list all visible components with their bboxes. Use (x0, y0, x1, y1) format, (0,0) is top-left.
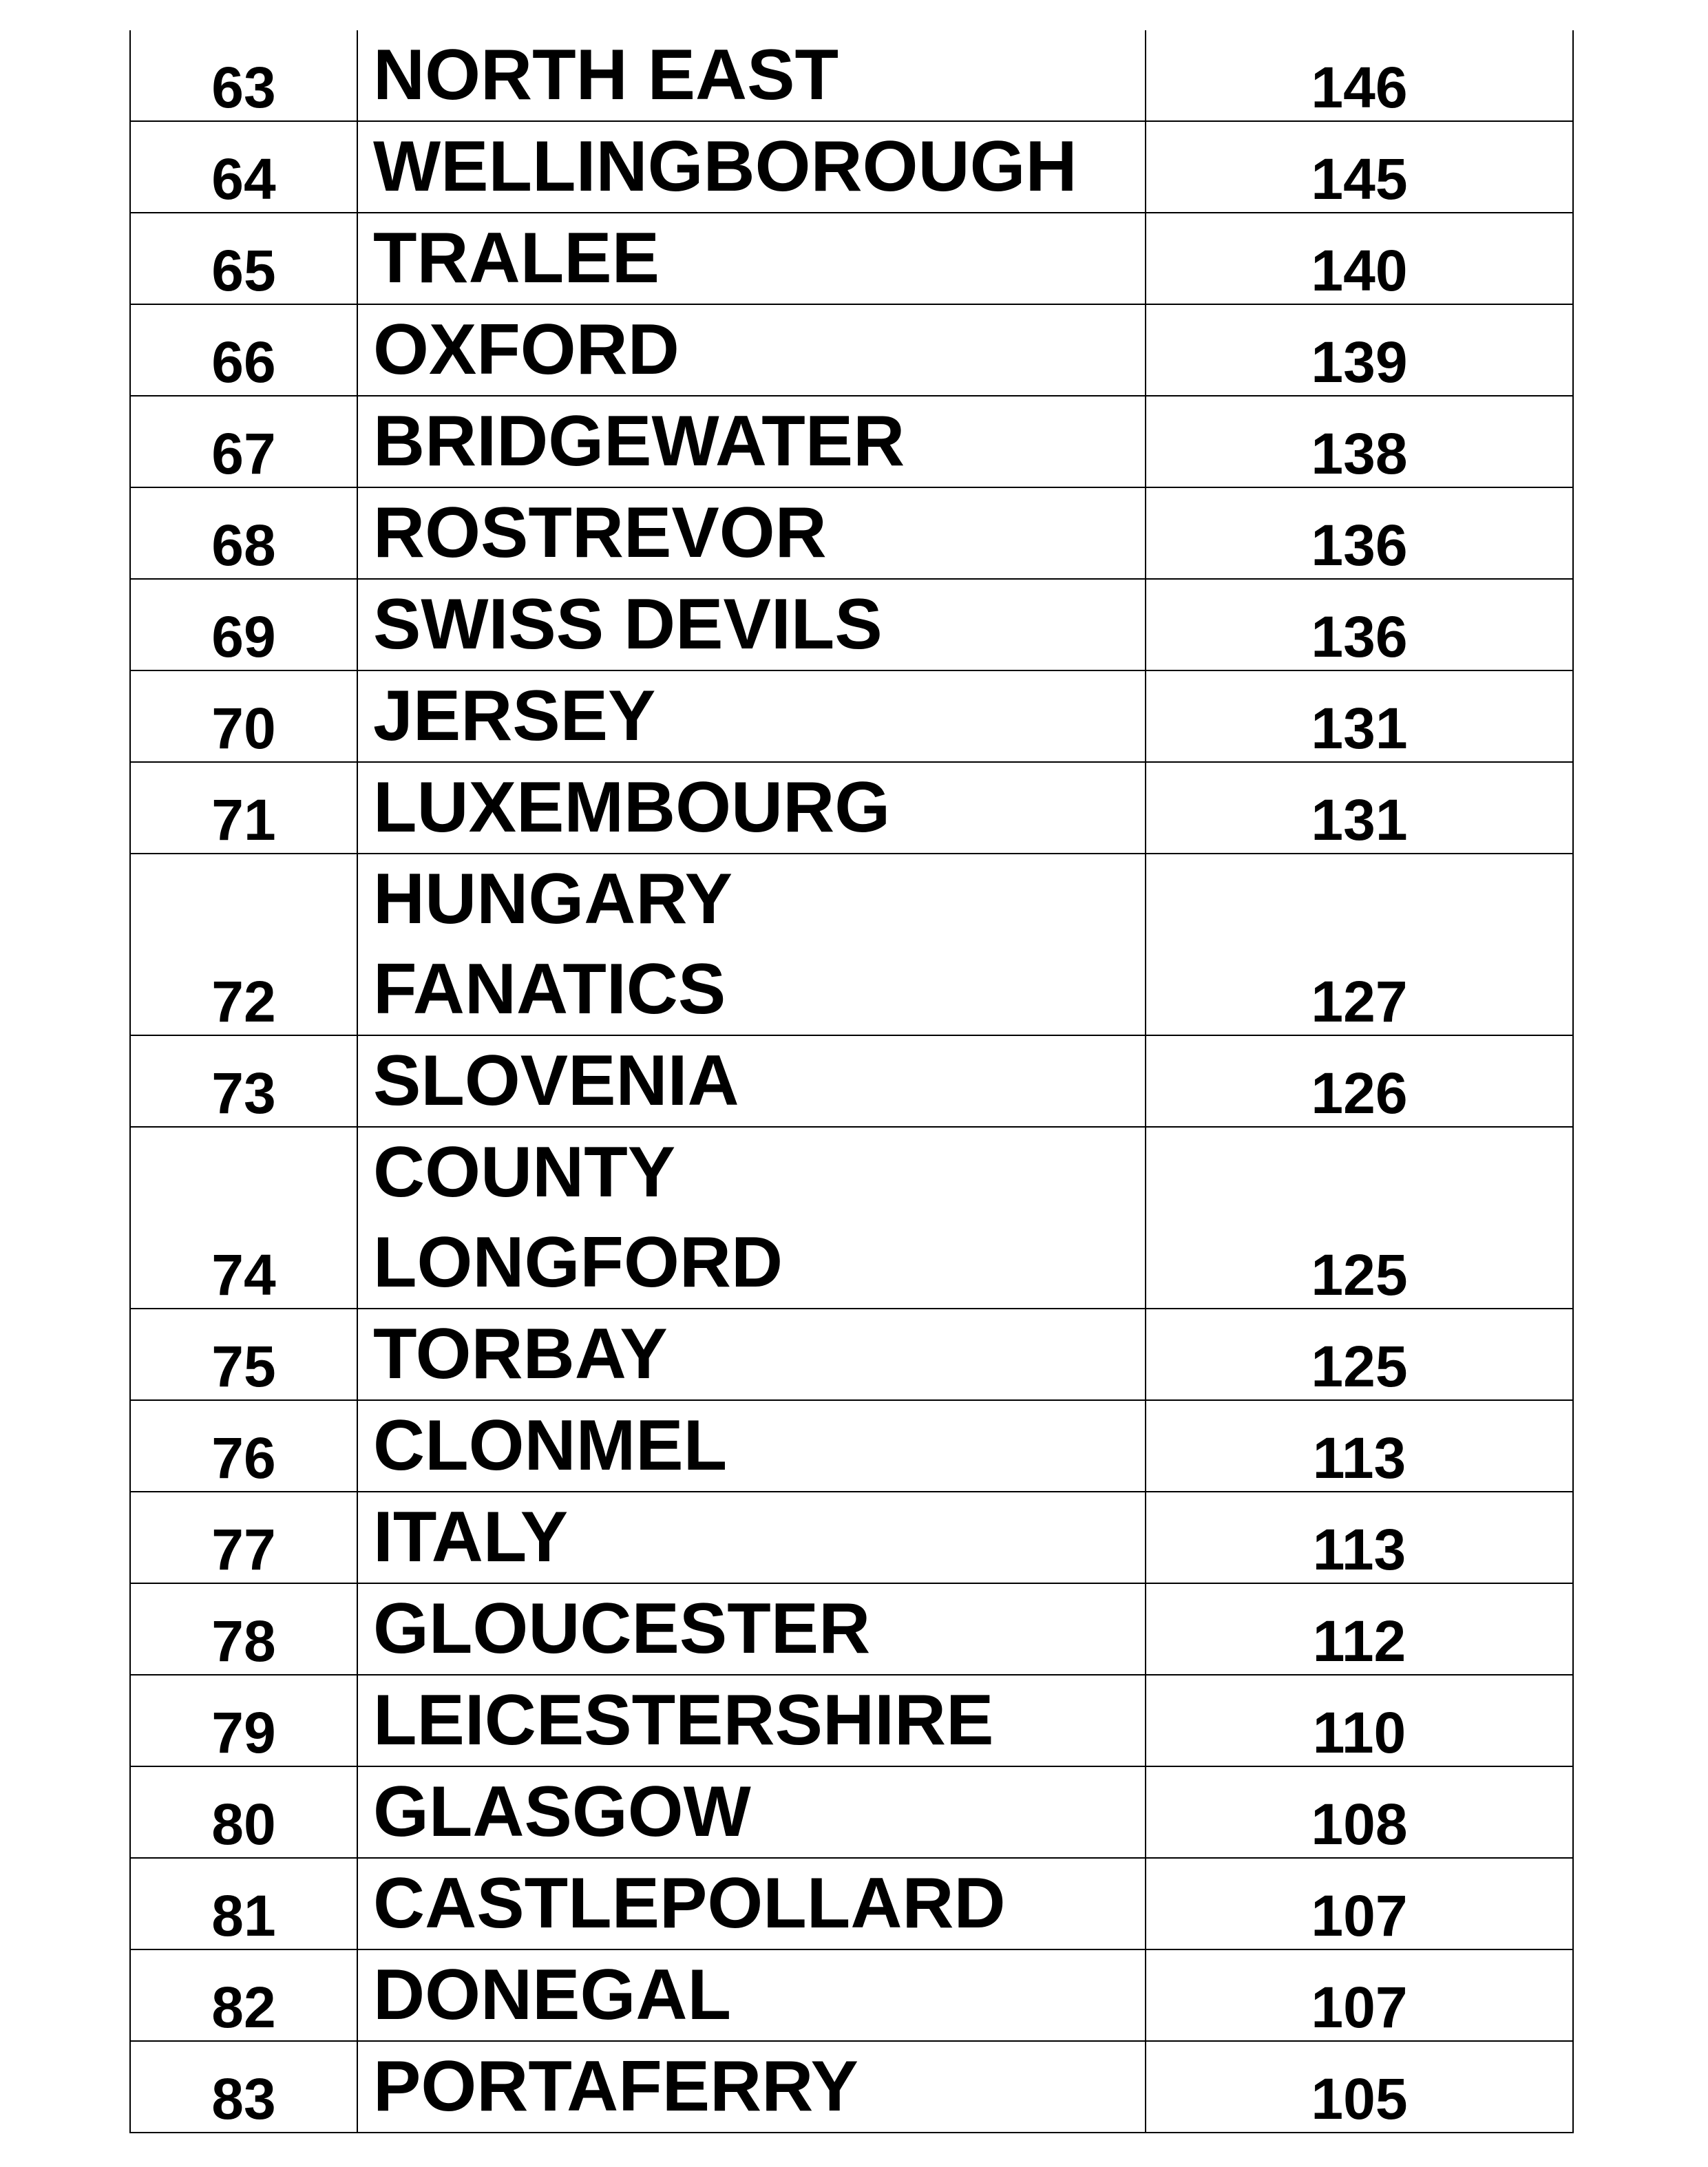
table-row (130, 1583, 1573, 1675)
score-cell: 125 (1146, 1127, 1573, 1309)
score-cell: 107 (1146, 1858, 1573, 1949)
rank-cell: 80 (130, 1766, 357, 1858)
team-cell (357, 1949, 1146, 2041)
rank-cell: 67 (130, 396, 357, 487)
table-row (130, 1675, 1573, 1766)
team-cell (357, 1766, 1146, 1858)
table-row (130, 670, 1573, 762)
table-row (130, 1492, 1573, 1583)
team-name-line: CASTLEPOLLARD (373, 1863, 1006, 1943)
team-name-line: TORBAY (373, 1314, 668, 1394)
team-cell (357, 854, 1146, 1035)
team-cell (357, 121, 1146, 213)
team-cell (357, 1127, 1146, 1309)
team-name-line: DONEGAL (373, 1955, 731, 2035)
rank-cell: 81 (130, 1858, 357, 1949)
team-cell (357, 487, 1146, 579)
rank-cell: 76 (130, 1400, 357, 1492)
team-name-line: LEICESTERSHIRE (373, 1680, 994, 1760)
team-name-line: SWISS DEVILS (373, 584, 883, 664)
rank-cell: 68 (130, 487, 357, 579)
team-name-line: JERSEY (373, 676, 656, 756)
team-name-line: GLOUCESTER (373, 1589, 871, 1669)
rank-cell: 65 (130, 213, 357, 304)
score-cell: 108 (1146, 1766, 1573, 1858)
team-cell (357, 1675, 1146, 1766)
rank-cell: 72 (130, 854, 357, 1035)
rank-cell: 74 (130, 1127, 357, 1309)
table-row (130, 304, 1573, 396)
table-row (130, 1400, 1573, 1492)
team-cell (357, 1492, 1146, 1583)
team-name-line: COUNTY (373, 1132, 676, 1212)
rank-cell: 82 (130, 1949, 357, 2041)
team-name-line: WELLINGBOROUGH (373, 127, 1077, 207)
table-row (130, 1127, 1573, 1309)
table-row (130, 579, 1573, 670)
team-cell (357, 1858, 1146, 1949)
rank-cell: 77 (130, 1492, 357, 1583)
score-cell: 113 (1146, 1400, 1573, 1492)
score-cell: 126 (1146, 1035, 1573, 1127)
table-row (130, 1949, 1573, 2041)
team-name-line: BRIDGEWATER (373, 401, 905, 481)
team-cell (357, 304, 1146, 396)
team-name-line: OXFORD (373, 310, 679, 390)
team-cell (357, 762, 1146, 854)
rank-cell: 70 (130, 670, 357, 762)
score-cell: 125 (1146, 1309, 1573, 1400)
rank-cell: 83 (130, 2041, 357, 2133)
score-cell: 136 (1146, 579, 1573, 670)
rank-cell: 78 (130, 1583, 357, 1675)
team-name-line: ITALY (373, 1497, 569, 1577)
table-row (130, 1309, 1573, 1400)
team-name-line: GLASGOW (373, 1772, 751, 1852)
standings-table (129, 30, 1574, 2133)
score-cell: 131 (1146, 762, 1573, 854)
rank-cell: 79 (130, 1675, 357, 1766)
table-row (130, 854, 1573, 1035)
table-row (130, 396, 1573, 487)
table-row (130, 2041, 1573, 2133)
team-cell (357, 1309, 1146, 1400)
team-name-line: SLOVENIA (373, 1041, 739, 1121)
table-row (130, 762, 1573, 854)
score-cell: 140 (1146, 213, 1573, 304)
team-cell (357, 670, 1146, 762)
score-cell: 145 (1146, 121, 1573, 213)
team-name-line: FANATICS (373, 949, 726, 1029)
table-row (130, 487, 1573, 579)
team-cell (357, 1400, 1146, 1492)
team-cell (357, 579, 1146, 670)
table-body (130, 30, 1573, 2133)
score-cell: 136 (1146, 487, 1573, 579)
team-name-line: TRALEE (373, 218, 660, 298)
team-cell (357, 30, 1146, 121)
score-cell: 110 (1146, 1675, 1573, 1766)
rank-cell: 64 (130, 121, 357, 213)
team-name-line: LONGFORD (373, 1223, 783, 1302)
score-cell: 107 (1146, 1949, 1573, 2041)
rank-cell: 73 (130, 1035, 357, 1127)
rank-cell: 69 (130, 579, 357, 670)
table-row (130, 121, 1573, 213)
table-row (130, 1035, 1573, 1127)
table-row (130, 30, 1573, 121)
team-name-line: ROSTREVOR (373, 493, 827, 573)
rank-cell: 63 (130, 30, 357, 121)
team-name-line: CLONMEL (373, 1406, 728, 1486)
score-cell: 113 (1146, 1492, 1573, 1583)
score-cell: 131 (1146, 670, 1573, 762)
rank-cell: 71 (130, 762, 357, 854)
team-cell (357, 2041, 1146, 2133)
team-name-line: HUNGARY (373, 859, 732, 939)
team-name-line: LUXEMBOURG (373, 768, 891, 847)
rank-cell: 75 (130, 1309, 357, 1400)
score-cell: 112 (1146, 1583, 1573, 1675)
score-cell: 105 (1146, 2041, 1573, 2133)
score-cell: 127 (1146, 854, 1573, 1035)
team-cell (357, 1583, 1146, 1675)
team-name-line: NORTH EAST (373, 35, 839, 115)
score-cell: 138 (1146, 396, 1573, 487)
team-cell (357, 396, 1146, 487)
table-row (130, 1858, 1573, 1949)
score-cell: 139 (1146, 304, 1573, 396)
rank-cell: 66 (130, 304, 357, 396)
team-cell (357, 213, 1146, 304)
table-row (130, 1766, 1573, 1858)
team-cell (357, 1035, 1146, 1127)
team-name-line: PORTAFERRY (373, 2047, 858, 2126)
score-cell: 146 (1146, 30, 1573, 121)
table-row (130, 213, 1573, 304)
